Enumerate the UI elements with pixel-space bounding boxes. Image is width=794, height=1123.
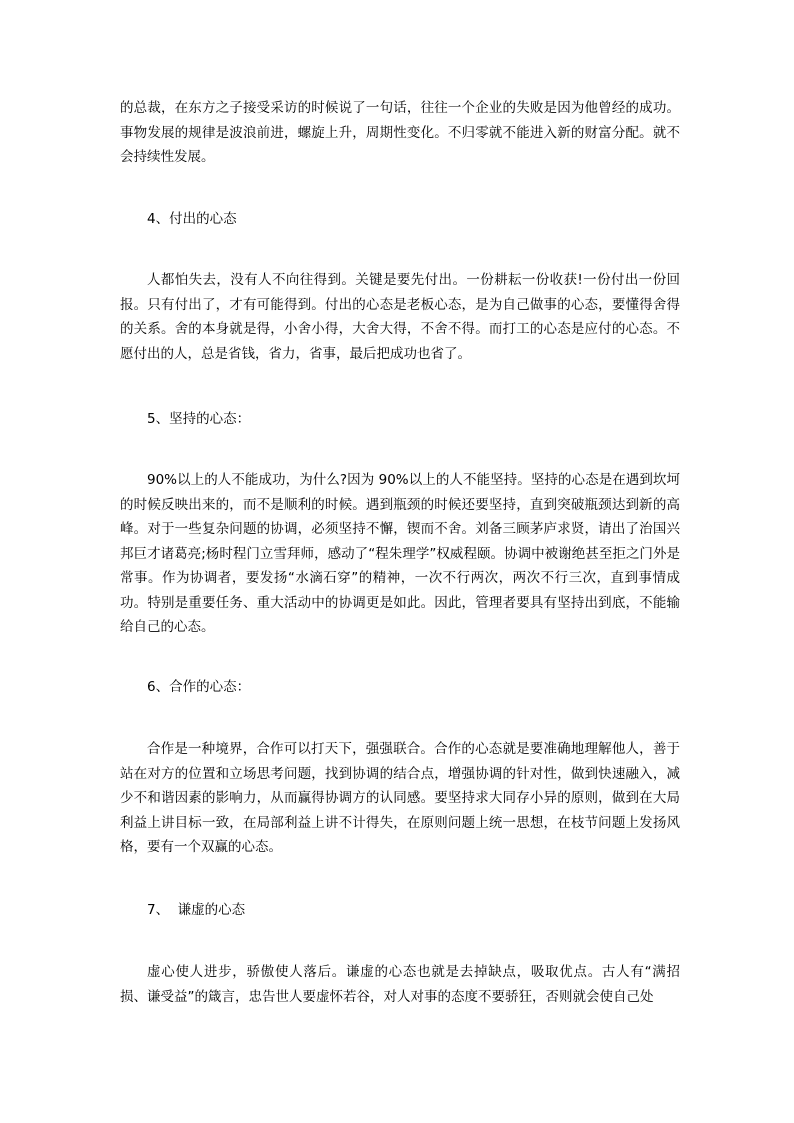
- heading-cooperation-mindset: 6、合作的心态：: [147, 679, 251, 695]
- heading-persistence-mindset: 5、坚持的心态：: [147, 411, 251, 427]
- paragraph-persistence-mindset: 90%以上的人不能成功，为什么?因为 90%以上的人不能坚持。坚持的心态是在遇到坎坷的时候反映出来的，而不是顺利的时候。遇到瓶颈的时候还要坚持，直到突破瓶颈达到新的高峰。对于一些复杂问题的协调，必须坚持不懈，锲而不舍。刘备三顾茅庐求贤，请出了治国兴邦巨才诸葛亮;杨时程门立雪拜师，感动了“程朱理学”权威程颐。协调中被谢绝甚至拒之门外是常事。作为协调者，要发扬“水滴石穿”的精神，一次不行两次，两次不行三次，直到事情成功。特别是重要任务、重大活动中的协调更是如此。因此，管理者要具有坚持出到底，不能输给自己的心态。: [120, 472, 680, 635]
- paragraph-humility-mindset: 虚心使人进步，骄傲使人落后。谦虚的心态也就是去掉缺点，吸取优点。古人有“满招损、谦受益”的箴言，忠告世人要虚怀若谷，对人对事的态度不要骄狂，否则就会使自己处: [120, 964, 680, 1005]
- paragraph-cooperation-mindset: 合作是一种境界，合作可以打天下，强强联合。合作的心态就是要准确地理解他人，善于站在对方的位置和立场思考问题，找到协调的结合点，增强协调的针对性，做到快速融入，减少不和谐因素的影响力，从而赢得协调方的认同感。要坚持求大同存小异的原则，做到在大局利益上讲目标一致，在局部利益上讲不计得失，在原则问题上统一思想，在枝节问题上发扬风格，要有一个双赢的心态。: [120, 741, 680, 855]
- paragraph-success-cycle: 的总裁，在东方之子接受采访的时候说了一句话，往往一个企业的失败是因为他曾经的成功。事物发展的规律是波浪前进，螺旋上升，周期性变化。不归零就不能进入新的财富分配。就不会持续性发展。: [120, 100, 680, 165]
- heading-giving-mindset: 4、付出的心态: [147, 211, 237, 227]
- heading-humility-mindset: 7、 谦虚的心态: [147, 902, 246, 918]
- paragraph-giving-mindset: 人都怕失去，没有人不向往得到。关键是要先付出。一份耕耘一份收获!一份付出一份回报。只有付出了，才有可能得到。付出的心态是老板心态，是为自己做事的心态，要懂得舍得的关系。舍的本身就是得，小舍小得，大舍大得，不舍不得。而打工的心态是应付的心态。不愿付出的人，总是省钱，省力，省事，最后把成功也省了。: [120, 272, 680, 362]
